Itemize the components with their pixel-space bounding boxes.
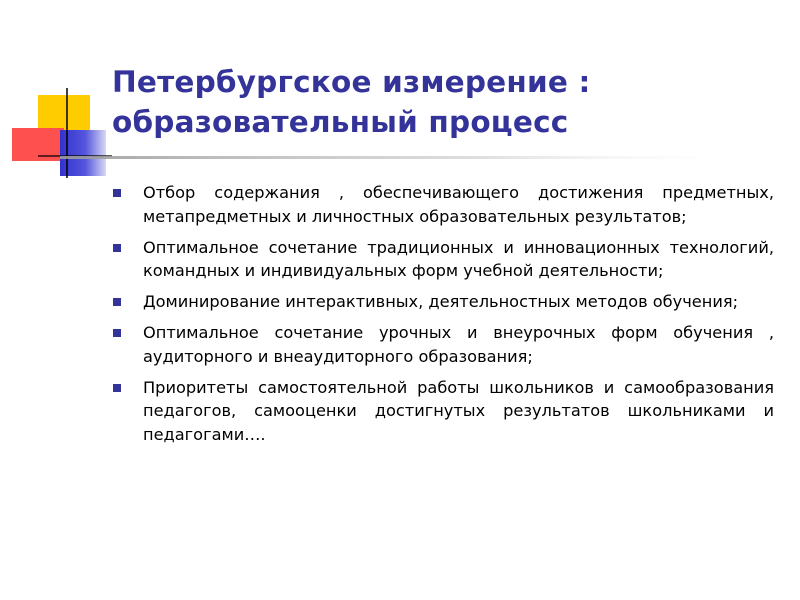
slide-title-line-2: образовательный процесс [112,105,569,139]
square-bullet-icon [113,329,121,337]
bullet-text: Оптимальное сочетание традиционных и инновационных технологий, командных и индивидуальных форм учебной деятельности; [143,237,774,280]
bullet-text: Доминирование интерактивных, деятельностных методов обучения; [143,292,739,311]
square-bullet-icon [113,244,121,252]
bullet-text: Оптимальное сочетание урочных и внеурочных форм обучения , аудиторного и внеаудиторного образования; [143,323,774,366]
square-bullet-icon [113,189,121,197]
slide-title-line-1: Петербургское измерение : [112,65,591,99]
bullet-item [112,181,774,228]
square-bullet-icon [113,384,121,392]
slide-title [112,62,772,142]
bullet-item [112,290,774,314]
bullet-text: Отбор содержания , обеспечивающего достижения предметных, метапредметных и личностных образовательных результатов; [143,183,774,226]
bullet-item [112,321,774,368]
bullet-list [112,181,774,454]
bullet-text: Приоритеты самостоятельной работы школьников и самообразования педагогов, самооценки достигнутых результатов школьниками и педагогами…. [143,377,774,444]
square-bullet-icon [113,298,121,306]
bullet-item [112,236,774,283]
bullet-item [112,376,774,447]
title-underline-rule [60,156,760,159]
